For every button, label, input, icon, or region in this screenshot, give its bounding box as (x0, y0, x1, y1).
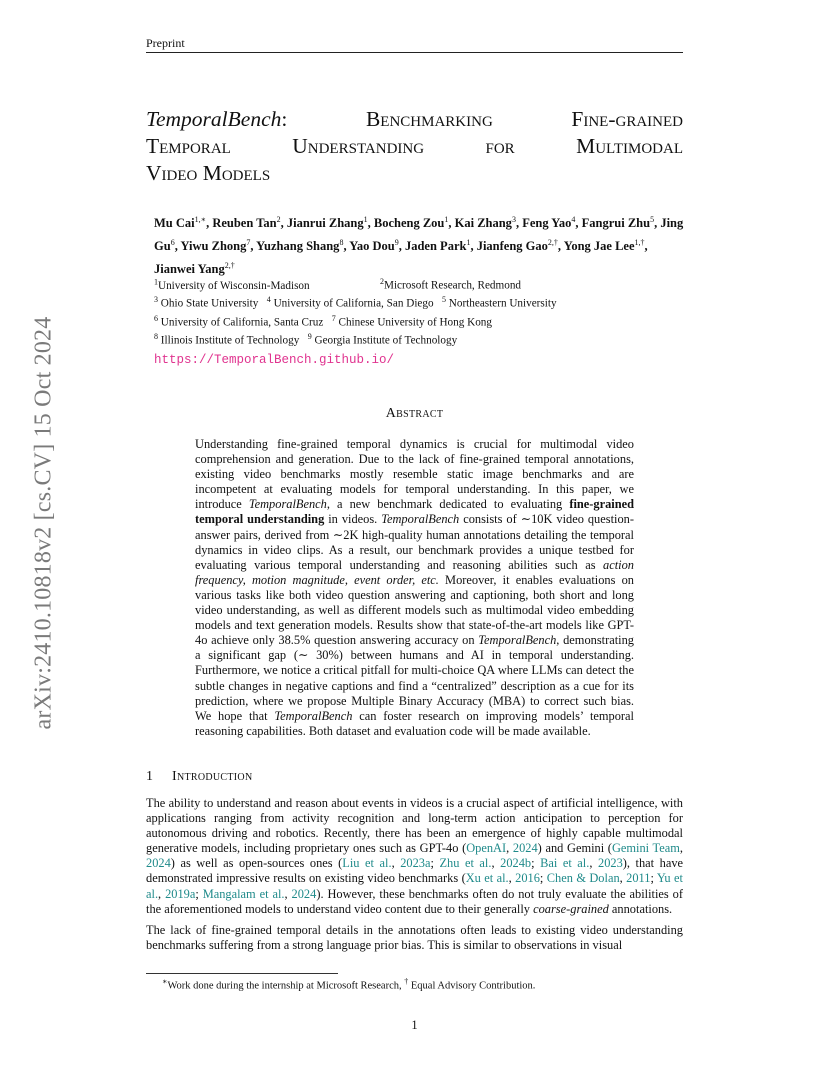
citation-link[interactable]: Yu et al. (146, 871, 683, 901)
author-name: Jing Gu (154, 216, 684, 254)
abstract-heading: Abstract (385, 406, 444, 421)
affiliation: University of California, Santa Cruz (160, 316, 324, 329)
affiliation-row-2: $^3$ Ohio State University $^4$ University of California, San Diego $^5$ Northeastern University (154, 295, 557, 310)
author-name: Yiwu Zhong (180, 239, 247, 254)
citation-link[interactable]: Mangalam et al. (202, 886, 285, 901)
author-name: Bocheng Zou (373, 216, 445, 231)
citation-link[interactable]: 2023 (598, 856, 623, 871)
author-name: Jianwei Yang (154, 262, 225, 277)
citation-link[interactable]: Bai et al. (540, 856, 590, 871)
citation-link[interactable]: 2023a (400, 856, 431, 871)
citation-link[interactable]: 2016 (515, 871, 540, 886)
title-line-3: Video Models (146, 161, 271, 185)
footnote-rule (146, 973, 338, 974)
author-name: Jianfeng Gao (476, 239, 548, 254)
citation-link[interactable]: 2024 (512, 841, 538, 856)
author-name: Yuzhang Shang (256, 239, 340, 254)
author-list: Mu Cai$^{1,∗}$, Reuben Tan$^2$, Jianrui Zhang$^1$, Bocheng Zou$^1$, Kai Zhang$^3$, Feng Yao$^4$, Fangrui Zhu$^5$, Jing Gu$^6$, Yiwu Zhong$^7$, Yuzhang Shang$^8$, Yao Dou$^9$, Jaden Park$^1$, Jianfeng Gao$^{2,\dagger}$, Yong Jae Lee$^{1,\dagger}$, Jianwei Yang$^{2,\dagger}$ (154, 215, 684, 277)
citation-link[interactable]: 2024 (146, 856, 171, 871)
header-rule (146, 52, 683, 53)
affiliation: Northeastern University (448, 297, 557, 310)
introduction-body (146, 796, 683, 959)
affiliation-row-4: $^8$ Illinois Institute of Technology $^9$ Georgia Institute of Technology (154, 332, 458, 347)
page-number: 1 (411, 1018, 418, 1032)
title-line-2: Temporal Understanding for Multimodal (146, 134, 683, 158)
author-name: Kai Zhang (454, 216, 512, 231)
citation-link[interactable]: OpenAI (466, 841, 507, 856)
affiliation: Illinois Institute of Technology (160, 334, 300, 347)
affiliation: University of Wisconsin-Madison (158, 279, 310, 292)
intro-paragraph-1: The ability to understand and reason about events in videos is a crucial aspect of artificial intelligence, with applications ranging from activity recognition and long-term action anticipation to perception for autonomous driving and robotics. Recently, there has been an emergence of highly capable multimodal generative models, including proprietary ones such as GPT-4o (OpenAI, 2024) and Gemini (Gemini Team, 2024) as well as open-sources ones (Liu et al., 2023a; Zhu et al., 2024b; Bai et al., 2023), that have demonstrated impressive results on existing video benchmarks (Xu et al., 2016; Chen & Dolan, 2011; Yu et al., 2019a; Mangalam et al., 2024). However, these benchmarks often do not truly evaluate the abilities of the aforementioned models to understand video content due to their generally coarse-grained annotations. (146, 796, 684, 916)
title-line-1: TemporalBench: Benchmarking Fine-grained (146, 107, 683, 131)
citation-link[interactable]: 2024b (500, 856, 532, 871)
citation-link[interactable]: Xu et al. (465, 871, 509, 886)
section-number: 1 (146, 769, 153, 784)
author-name: Fangrui Zhu (581, 216, 651, 231)
author-name: Yong Jae Lee (563, 239, 635, 254)
author-name: Jianrui Zhang (286, 216, 364, 231)
running-head: Preprint (146, 36, 185, 50)
arxiv-identifier[interactable]: arXiv:2410.10818v2 [cs.CV] 15 Oct 2024 (30, 316, 57, 730)
affiliation: Microsoft Research, Redmond (384, 279, 522, 292)
citation-link[interactable]: 2019a (165, 886, 196, 901)
citation-link[interactable]: Zhu et al. (439, 856, 492, 871)
citation-link[interactable]: 2011 (626, 871, 651, 886)
abstract-body: Understanding fine-grained temporal dynamics is crucial for multimodal video comprehension and generation. Due to the lack of fine-grained temporal annotations, existing video benchmarks mostly resemble static image benchmarks and are incompetent at evaluating models for temporal understanding. In this paper, we introduce TemporalBench, a new benchmark dedicated to evaluating fine-grained temporal understanding in videos. TemporalBench consists of ∼10K video question-answer pairs, derived from ∼2K high-quality human annotations detailing the temporal dynamics in video clips. As a result, our benchmark provides a unique testbed for evaluating various temporal understanding and reasoning abilities such as action frequency, motion magnitude, event order, etc. Moreover, it enables evaluations on various tasks like both video question answering and captioning, both short and long video understanding, as well as different models such as multimodal video embedding models and text generation models. Results show that state-of-the-art models like GPT-4o achieve only 38.5% question answering accuracy on TemporalBench, demonstrating a significant gap (∼ 30%) between humans and AI in temporal understanding. Furthermore, we notice a critical pitfall for multi-choice QA where LLMs can detect the subtle changes in negative captions and find a “centralized” description as a cue for its prediction, where we propose Multiple Binary Accuracy (MBA) to correct such bias. We hope that TemporalBench can foster research on improving models’ temporal reasoning capabilities. Both dataset and evaluation code will be made available. (195, 437, 635, 738)
intro-paragraph-2: The lack of fine-grained temporal details in the annotations often leads to existing video understanding benchmarks suffering from a strong language prior bias. This is similar to observations in visual (146, 922, 683, 952)
author-name: Feng Yao (522, 216, 572, 231)
project-url-link[interactable]: https://TemporalBench.github.io/ (154, 353, 395, 367)
author-name: Jaden Park (404, 239, 467, 254)
affiliation: Georgia Institute of Technology (314, 334, 458, 347)
author-name: Yao Dou (349, 239, 395, 254)
affiliation: Ohio State University (160, 297, 259, 310)
citation-link[interactable]: Chen & Dolan (546, 871, 620, 886)
citation-link[interactable]: Liu et al. (342, 856, 392, 871)
affiliation-row-3: $^6$ University of California, Santa Cruz $^7$ Chinese University of Hong Kong (154, 314, 492, 329)
affiliation: Chinese University of Hong Kong (338, 316, 492, 329)
author-name: Reuben Tan (212, 216, 277, 231)
citation-link[interactable]: 2024 (291, 886, 317, 901)
author-name: Mu Cai (154, 216, 195, 231)
paper-title (146, 106, 683, 187)
affiliation-row-1: $^1$University of Wisconsin-Madison $^2$Microsoft Research, Redmond (154, 277, 522, 292)
affiliation: University of California, San Diego (273, 297, 434, 310)
citation-link[interactable]: Gemini Team (611, 841, 680, 856)
section-title: Introduction (172, 769, 253, 784)
footnote: ∗Work done during the internship at Microsoft Research, † Equal Advisory Contribution. (162, 977, 536, 992)
